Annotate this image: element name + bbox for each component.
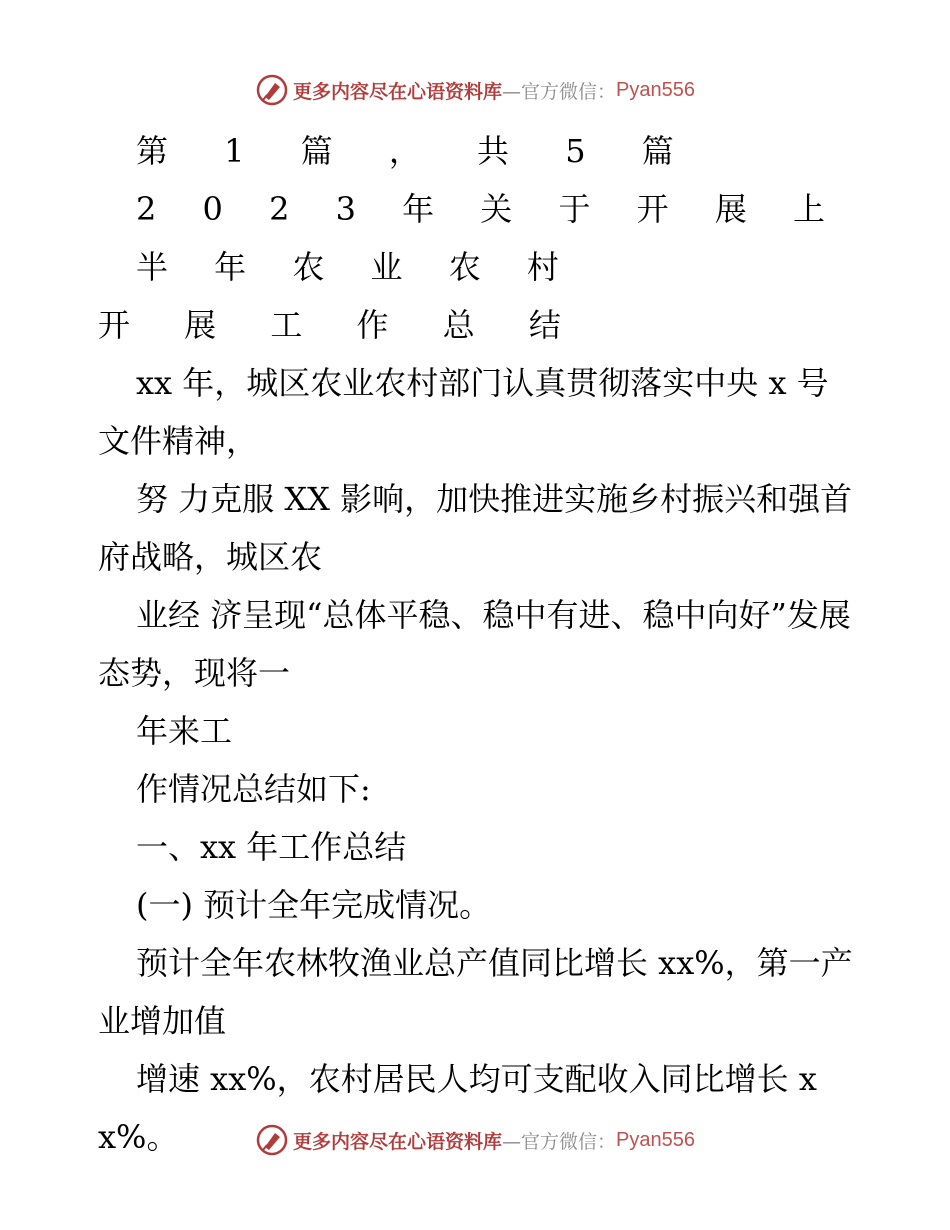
paragraph-4: 年来工 — [136, 712, 233, 750]
paragraph-2: 努 力克服 XX 影响，加快推进实施乡村振兴和强首府战略，城区农 — [98, 480, 853, 576]
document-title-line-1: 2 0 2 3 年 关 于 开 展 上半 年 农 业 农 村 — [136, 190, 843, 286]
section-heading-1: 一、xx 年工作总结 — [136, 828, 407, 866]
paragraph-3: 业经 济呈现“总体平稳、稳中有进、稳中向好”发展态势，现将一 — [98, 596, 851, 692]
page-counter: 第 1 篇 ， 共 5 篇 — [136, 132, 697, 170]
paragraph-6: 预计全年农林牧渔业总产值同比增长 xx%，第一产业增加值 — [98, 944, 853, 1040]
watermark-text: 更多内容尽在心语资料库 — [293, 1130, 503, 1153]
watermark-wechat-label: —官方微信： — [502, 80, 617, 103]
watermark-banner-bottom — [0, 1120, 950, 1160]
subsection-heading-1: (一) 预计全年完成情况。 — [136, 886, 492, 924]
paragraph-5: 作情况总结如下: — [136, 770, 371, 808]
watermark-banner-top — [0, 70, 950, 110]
paragraph-7: 增速 xx%，农村居民人均可支配收入同比增长 xx%。 — [98, 1060, 817, 1156]
pen-nib-logo-icon — [255, 1123, 289, 1157]
pen-nib-logo-icon — [255, 73, 289, 107]
watermark-wechat-id: Pyan556 — [616, 1128, 695, 1151]
document-body — [98, 122, 858, 1166]
watermark-wechat-id: Pyan556 — [616, 78, 695, 101]
watermark-text: 更多内容尽在心语资料库 — [293, 80, 503, 103]
paragraph-1: xx 年，城区农业农村部门认真贯彻落实中央 x 号文件精神， — [98, 364, 829, 460]
document-title-line-2: 开 展 工 作 总 结 — [98, 306, 583, 344]
watermark-wechat-label: —官方微信： — [502, 1130, 617, 1153]
